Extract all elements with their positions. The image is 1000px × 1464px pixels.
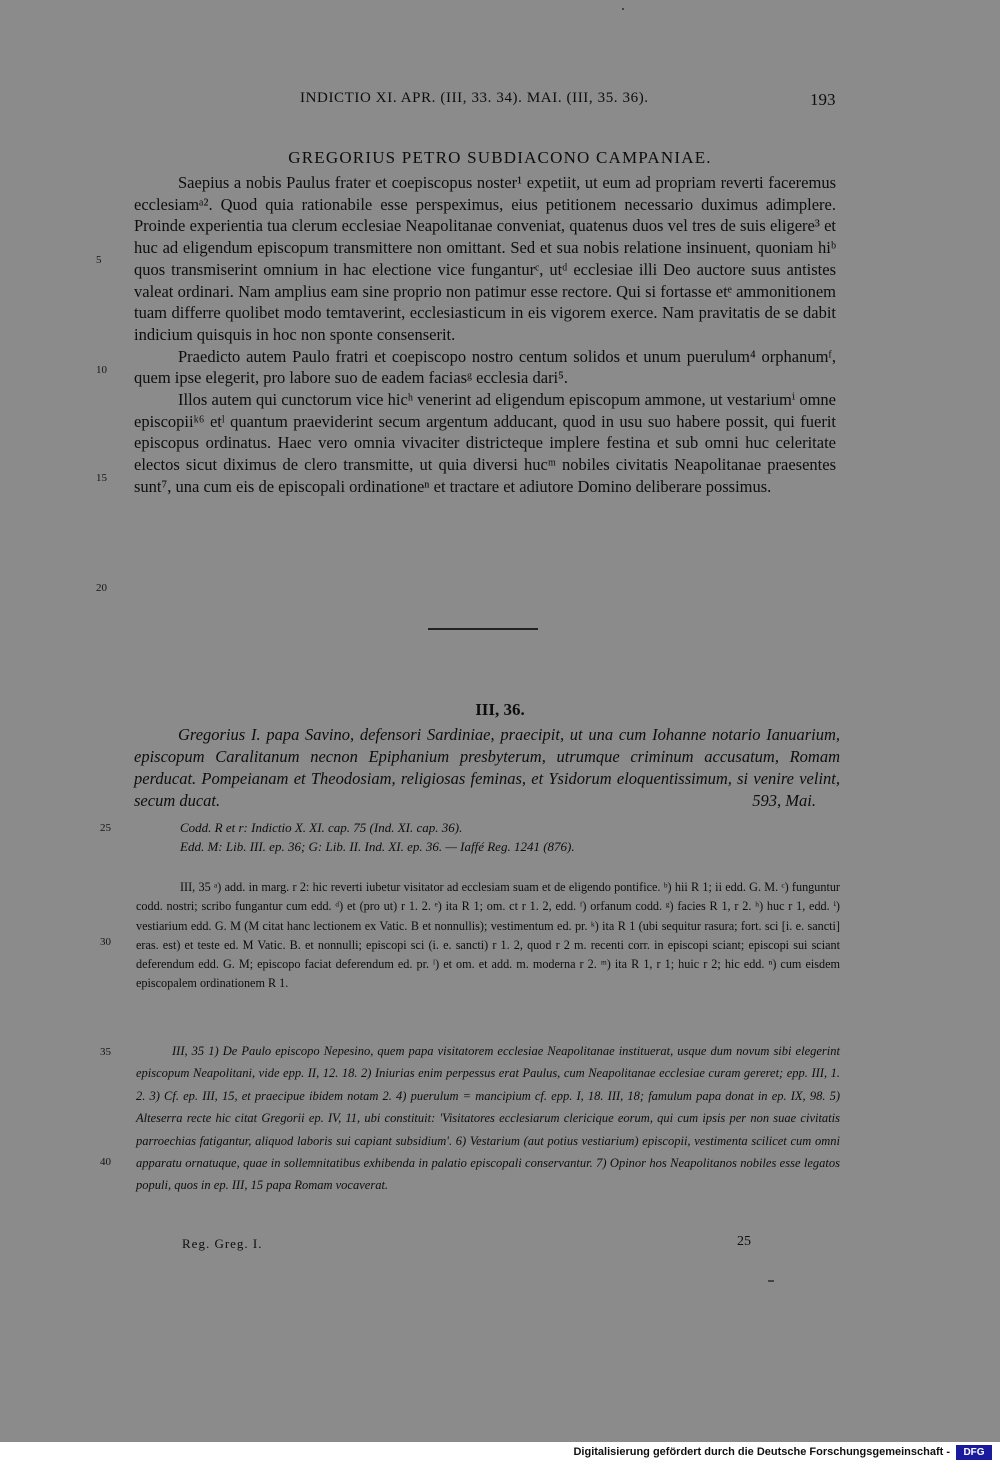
dfg-logo[interactable]: DFG xyxy=(956,1445,992,1460)
codices-line: Codd. R et r: Indictio X. XI. cap. 75 (Ind. XI. cap. 36). xyxy=(180,820,463,835)
footer-bar xyxy=(0,1442,1000,1464)
line-number-25: 25 xyxy=(100,822,111,834)
scan-speck xyxy=(622,8,624,10)
letter-paragraph-3: Illos autem qui cunctorum vice hicʰ venerint ad eligendum episcopum ammone, ut vestariumⁱ omne episcopiiᵏ⁶ etˡ quantum praeviderint secum argentum adducant, quod in usu suo habere possit, qui fuerit episcopus ordinatus. Haec vero omnia vivaciter districteque implere festina et sub omni huc celeritate electos sicut diximus de clero transmitte, ut quia diversi hucᵐ nobiles civitatis Neapolitanae praesentes sunt⁷, una cum eis de episcopali ordinationeⁿ et tractare et adiutore Domino deliberare possimus. xyxy=(134,390,836,496)
running-head: INDICTIO XI. APR. (III, 33. 34). MAI. (III, 35. 36). xyxy=(300,90,649,106)
line-number-15: 15 xyxy=(96,472,107,484)
scan-speck xyxy=(768,1280,774,1282)
section-divider xyxy=(428,628,538,630)
footer-credit: Digitalisierung gefördert durch die Deutsche Forschungsgemeinschaft - xyxy=(573,1446,950,1458)
line-number-20: 20 xyxy=(96,582,107,594)
letter-paragraph-1: Saepius a nobis Paulus frater et coepiscopus noster¹ expetiit, ut eum ad propriam reverti faceremus ecclesiamᵃ². Quod quia rationabile esse perspeximus, eius petitionem necessario duximus adimplere. Proinde experientia tua clerum ecclesiae Neapolitanae conveniat, quatenus duos vel tres de suis eligere³ et huc ad eligendum episcopum transmittere non omittant. Sed et sua nobis relatione insinuent, quoniam hiᵇ quos transmiserint omnium in hac electione vice funganturᶜ, utᵈ ecclesiae illi Deo auctore suus antistes valeat ordinari. Nam amplius eam sine proprio non patimur esse rectore. Qui si fortasse etᵉ ammonitionem tuam differre quolibet modo temtaverint, ecclesiasticum in eis vigorem exerce. Nam pravitatis de se dabit indicium quisquis in hoc non sponte consenserit. xyxy=(134,173,836,344)
letter-title: GREGORIUS PETRO SUBDIACONO CAMPANIAE. xyxy=(288,148,712,167)
page-number: 193 xyxy=(810,90,836,109)
sheet-number: 25 xyxy=(737,1234,751,1249)
letter-paragraph-2: Praedicto autem Paulo fratri et coepiscopo nostro centum solidos et unum puerulum⁴ orphanumᶠ, quem ipse elegerit, pro labore suo de eadem faciasᵍ ecclesia dari⁵. xyxy=(134,346,836,388)
critical-apparatus xyxy=(136,878,840,994)
line-number-10: 10 xyxy=(96,364,107,376)
letter-summary xyxy=(134,724,840,812)
letter-date: 593, Mai. xyxy=(752,791,816,810)
section-number-text: III, 36. xyxy=(475,700,525,719)
letter-body xyxy=(96,172,836,594)
section-number xyxy=(0,700,1000,720)
line-number-30: 30 xyxy=(100,936,111,948)
commentary-text: III, 35 1) De Paulo episcopo Nepesino, quem papa visitatorem ecclesiae Neapolitanae instituerat, usque dum novum sibi elegerint episcopum Neapolitani, vide epp. II, 12. 18. 2) Iniurias enim perpessus erat Paulus, cum Neapolitanae ecclesiae curam gereret; epp. III, 1. 2. 3) Cf. ep. III, 15, et praecipue ibidem notam 2. 4) puerulum = mancipium cf. epp. I, 18. III, 18; famulum papa donat in ep. IX, 98. 5) Alteserra recte hic citat Gregorii ep. IV, 11, ubi constituit: 'Visitatores ecclesiarum clericique eorum, qui cum ipsis per non suae civitatis parroechias fatigantur, aliquod laboris sui capiant subsidium'. 6) Vestarium (aut potius vestiarium) episcopii, vestimenta scilicet cum omni apparatu ornatuque, quae in sollemnitatibus exhibenda in palatio episcopali conservantur. 7) Opinor hos Neapolitanos nobiles esse legatos populi, quos in ep. III, 15 papa Romam vocaverat. xyxy=(136,1044,840,1193)
apparatus-text: III, 35 ᵃ) add. in marg. r 2: hic reverti iubetur visitator ad ecclesiam suam et de eligendo pontifice. ᵇ) hii R 1; ii edd. G. M. ᶜ) funguntur codd. nostri; scribo fungantur cum edd. ᵈ) et (pro ut) r 1. 2. ᵉ) ita R 1; om. ct r 1. 2, edd. ᶠ) orfanum codd. ᵍ) facies R 1, r 2. ʰ) huc r 1, edd. ⁱ) vestiarium edd. G. M (M citat hanc lectionem ex Vatic. B et nonnullis); vestimentum ed. pr. ᵏ) ita R 1 (ubi sequitur rasura; fort. sci [i. e. sancti] eras. est) et teste ed. M Vatic. B. et nonnulli; episcopi sci (i. e. sancti) r 1. 2, quod r 2 m. recenti corr. in episcopi sciant; episcopi sui sciant deferendum edd. G. M; episcopo faciat deferendum ed. pr. ˡ) et om. et add. m. moderna r 2. ᵐ) ita R 1, r 1; huic r 2; hic edd. ⁿ) cum eisdem episcopalem ordinationem R 1. xyxy=(136,880,840,991)
commentary-notes xyxy=(136,1040,840,1197)
codices-info xyxy=(180,818,820,856)
summary-text: Gregorius I. papa Savino, defensori Sardiniae, praecipit, ut una cum Iohanne notario Ianuarium, episcopum Caralitanum necnon Epiphanium presbyterum, utrumque criminum accusatum, Romam perducat. Pompeianam et Theodosiam, religiosas feminas, et Ysidorum eloquentissimum, si venire velint, secum ducat. xyxy=(134,725,840,810)
page-header xyxy=(0,90,1000,114)
line-number-40: 40 xyxy=(100,1156,111,1168)
line-number-35: 35 xyxy=(100,1046,111,1058)
line-number-5: 5 xyxy=(96,254,102,266)
editions-line: Edd. M: Lib. III. ep. 36; G: Lib. II. Ind. XI. ep. 36. — Iaffé Reg. 1241 (876). xyxy=(180,839,575,854)
signature-mark: Reg. Greg. I. xyxy=(182,1236,263,1251)
